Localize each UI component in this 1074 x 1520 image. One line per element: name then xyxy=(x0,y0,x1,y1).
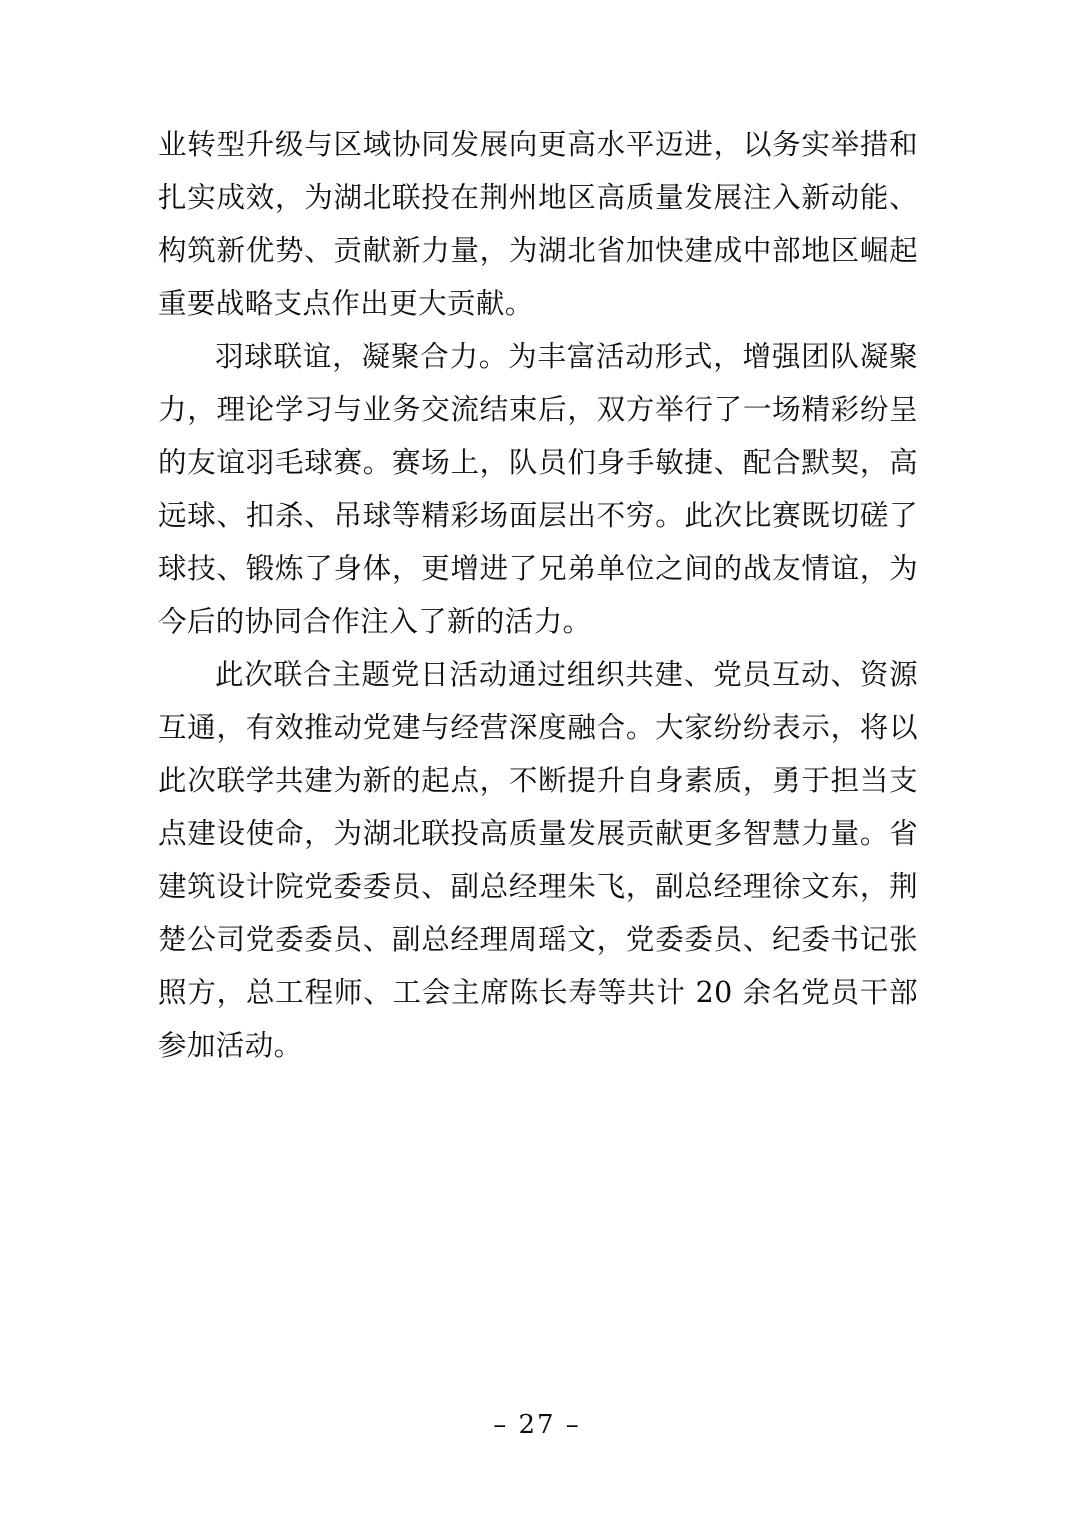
document-body xyxy=(158,118,918,1072)
paragraph: 业转型升级与区域协同发展向更高水平迈进，以务实举措和扎实成效，为湖北联投在荆州地区高质量发展注入新动能、构筑新优势、贡献新力量，为湖北省加快建成中部地区崛起重要战略支点作出更大贡献。 xyxy=(158,128,918,320)
paragraph: 此次联合主题党日活动通过组织共建、党员互动、资源互通，有效推动党建与经营深度融合。大家纷纷表示，将以此次联学共建为新的起点，不断提升自身素质，勇于担当支点建设使命，为湖北联投高质量发展贡献更多智慧力量。省建筑设计院党委委员、副总经理朱飞，副总经理徐文东，荆楚公司党委委员、副总经理周瑶文，党委委员、纪委书记张照方，总工程师、工会主席陈长寿等共计 20 余名党员干部参加活动。 xyxy=(158,658,918,1062)
page-number: – 27 – xyxy=(493,1410,581,1440)
paragraph: 羽球联谊，凝聚合力。为丰富活动形式，增强团队凝聚力，理论学习与业务交流结束后，双方举行了一场精彩纷呈的友谊羽毛球赛。赛场上，队员们身手敏捷、配合默契，高远球、扣杀、吊球等精彩场面层出不穷。此次比赛既切磋了球技、锻炼了身体，更增进了兄弟单位之间的战友情谊，为今后的协同合作注入了新的活力。 xyxy=(158,340,918,638)
